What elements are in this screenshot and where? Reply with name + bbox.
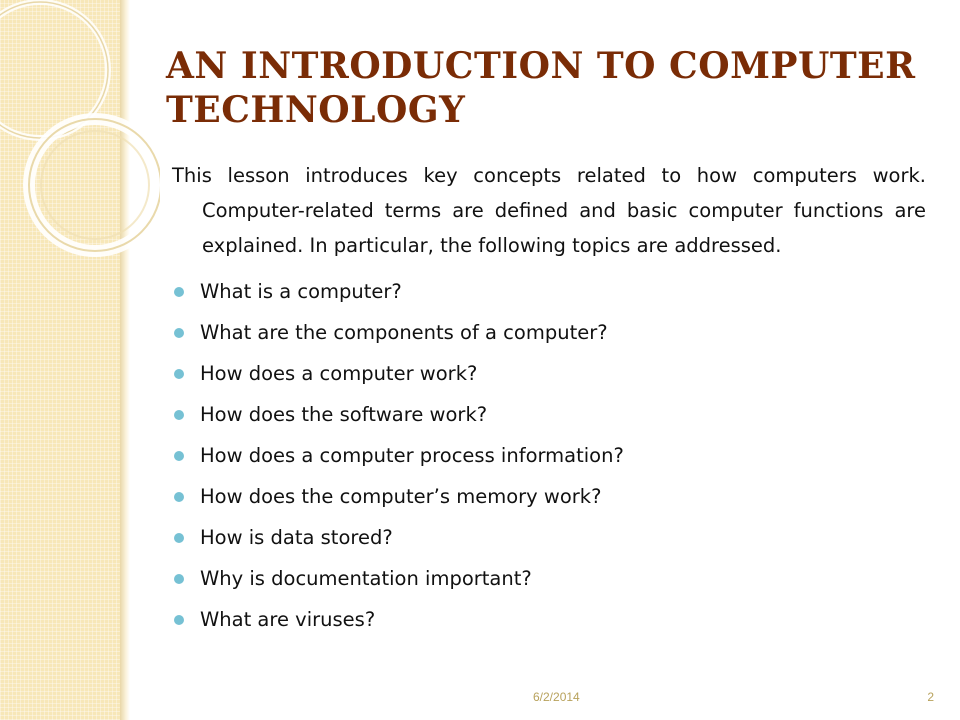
bullet-dot-icon xyxy=(174,287,184,297)
list-item xyxy=(172,476,926,517)
bullet-dot-icon xyxy=(174,492,184,502)
topic-list xyxy=(172,271,926,640)
bullet-dot-icon xyxy=(174,574,184,584)
bullet-dot-icon xyxy=(174,451,184,461)
list-item-text: How does a computer process information? xyxy=(200,444,624,467)
footer-date: 6/2/2014 xyxy=(533,690,580,704)
bullet-dot-icon xyxy=(174,328,184,338)
slide-title: AN INTRODUCTION TO COMPUTER TECHNOLOGY xyxy=(166,45,916,131)
list-item xyxy=(172,394,926,435)
list-item-text: How does the computer’s memory work? xyxy=(200,485,602,508)
list-item-text: What is a computer? xyxy=(200,280,402,303)
list-item xyxy=(172,312,926,353)
list-item-text: What are viruses? xyxy=(200,608,376,631)
bullet-dot-icon xyxy=(174,369,184,379)
list-item-text: How does the software work? xyxy=(200,403,488,426)
list-item xyxy=(172,435,926,476)
bullet-dot-icon xyxy=(174,533,184,543)
bullet-dot-icon xyxy=(174,410,184,420)
intro-paragraph: This lesson introduces key concepts related to how computers work. Computer-related terms are defined and basic computer functions are explained. In particular, the following topics are addressed. xyxy=(172,164,926,257)
list-item-text: Why is documentation important? xyxy=(200,567,532,590)
slide-content xyxy=(172,158,926,640)
list-item xyxy=(172,353,926,394)
list-item xyxy=(172,558,926,599)
list-item-text: What are the components of a computer? xyxy=(200,321,608,344)
bullet-dot-icon xyxy=(174,615,184,625)
list-item xyxy=(172,271,926,312)
page-number: 2 xyxy=(927,690,934,704)
decorative-rings-icon xyxy=(0,0,160,340)
list-item-text: How does a computer work? xyxy=(200,362,478,385)
list-item xyxy=(172,599,926,640)
list-item xyxy=(172,517,926,558)
list-item-text: How is data stored? xyxy=(200,526,393,549)
